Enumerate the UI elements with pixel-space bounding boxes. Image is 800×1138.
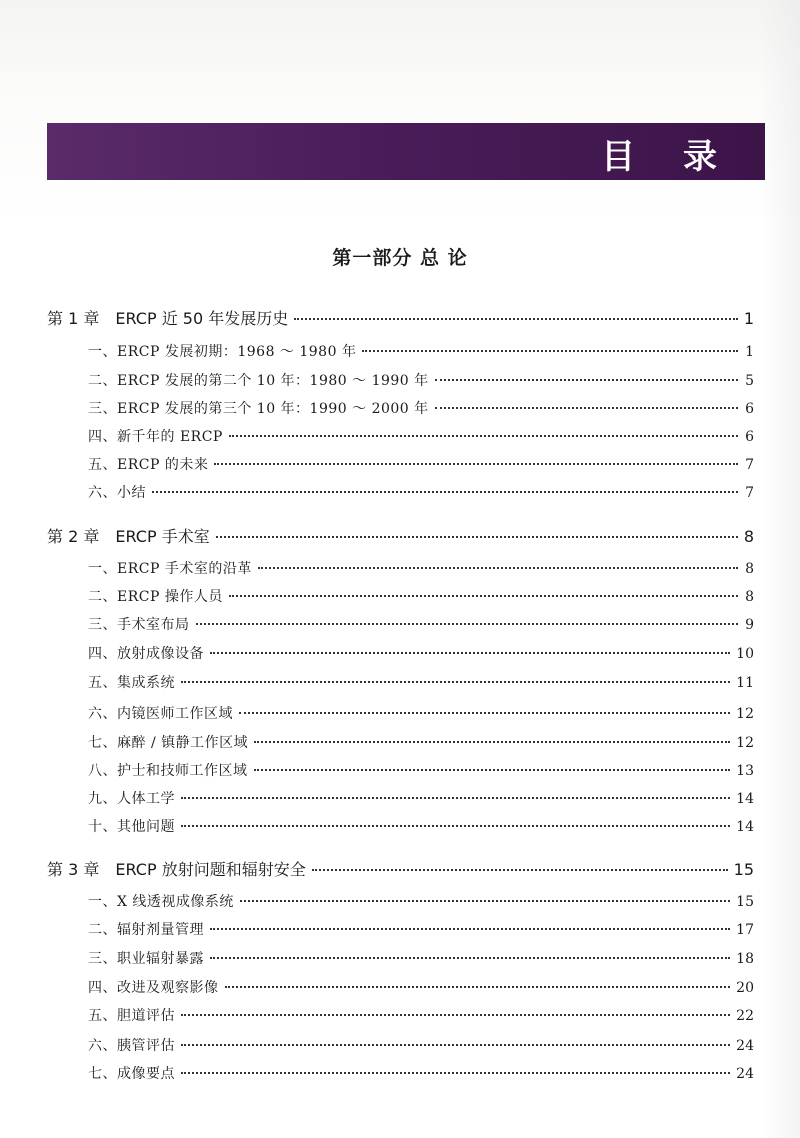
toc-section[interactable] <box>88 341 754 361</box>
section-title: 三、职业辐射暴露 <box>88 951 204 967</box>
page-number: 7 <box>745 457 754 473</box>
section-title: 八、护士和技师工作区域 <box>88 763 248 779</box>
section-title: 四、放射成像设备 <box>88 646 204 662</box>
toc-section[interactable] <box>88 643 754 663</box>
dot-leader <box>214 463 738 465</box>
chapter-title: 第 2 章 ERCP 手术室 <box>47 527 210 546</box>
toc-section[interactable] <box>88 1035 754 1055</box>
page-number: 7 <box>745 485 754 501</box>
page-number: 9 <box>745 617 754 633</box>
page-number: 5 <box>745 373 754 389</box>
dot-leader <box>258 567 738 569</box>
page-number: 15 <box>736 894 754 910</box>
dot-leader <box>181 1044 730 1046</box>
section-title: 十、其他问题 <box>88 819 175 835</box>
page-number: 14 <box>736 791 754 807</box>
section-title: 一、ERCP 发展初期：1968 ～ 1980 年 <box>88 344 357 360</box>
page-number: 15 <box>733 860 754 879</box>
banner-title: 目 录 <box>601 137 735 177</box>
section-title: 七、麻醉 / 镇静工作区域 <box>88 735 249 751</box>
section-title: 三、ERCP 发展的第三个 10 年：1990 ～ 2000 年 <box>88 401 429 417</box>
dot-leader <box>435 379 738 381</box>
toc-chapter-1[interactable] <box>47 306 754 329</box>
page-number: 8 <box>745 589 754 605</box>
toc-section[interactable] <box>88 703 754 723</box>
page-number: 14 <box>736 819 754 835</box>
toc-section[interactable] <box>88 788 754 808</box>
section-title: 五、ERCP 的未来 <box>88 457 209 473</box>
dot-leader <box>239 712 730 714</box>
toc-section[interactable] <box>88 482 754 502</box>
dot-leader <box>210 652 730 654</box>
section-title: 四、改进及观察影像 <box>88 980 219 996</box>
page-number: 13 <box>736 763 754 779</box>
part-title: 第一部分 总 论 <box>332 247 468 269</box>
chapter-title: 第 3 章 ERCP 放射问题和辐射安全 <box>47 860 306 879</box>
dot-leader <box>229 595 738 597</box>
dot-leader <box>294 318 738 320</box>
section-title: 五、胆道评估 <box>88 1008 175 1024</box>
dot-leader <box>362 350 738 352</box>
page-number: 20 <box>736 980 754 996</box>
dot-leader <box>229 435 738 437</box>
toc-section[interactable] <box>88 891 754 911</box>
toc-section[interactable] <box>88 919 754 939</box>
section-title: 二、辐射剂量管理 <box>88 922 204 938</box>
section-title: 四、新千年的 ERCP <box>88 429 223 445</box>
page-number: 10 <box>736 646 754 662</box>
toc-section[interactable] <box>88 558 754 578</box>
dot-leader <box>181 825 730 827</box>
dot-leader <box>254 769 731 771</box>
page-number: 11 <box>736 675 754 691</box>
page-number: 24 <box>736 1066 754 1082</box>
section-title: 六、小结 <box>88 485 146 501</box>
toc-section[interactable] <box>88 614 754 634</box>
section-title: 九、人体工学 <box>88 791 175 807</box>
dot-leader <box>254 741 730 743</box>
page-number: 12 <box>736 706 754 722</box>
page-number: 6 <box>745 401 754 417</box>
dot-leader <box>210 957 730 959</box>
dot-leader <box>181 1072 730 1074</box>
toc-section[interactable] <box>88 948 754 968</box>
toc-section[interactable] <box>88 398 754 418</box>
dot-leader <box>196 623 739 625</box>
dot-leader <box>435 407 738 409</box>
dot-leader <box>312 869 728 871</box>
toc-chapter-3[interactable] <box>47 857 754 880</box>
page-number: 1 <box>743 309 754 328</box>
section-title: 二、ERCP 操作人员 <box>88 589 223 605</box>
dot-leader <box>181 1014 730 1016</box>
section-title: 七、成像要点 <box>88 1066 175 1082</box>
toc-section[interactable] <box>88 672 754 692</box>
dot-leader <box>225 986 731 988</box>
toc-section[interactable] <box>88 1063 754 1083</box>
toc-section[interactable] <box>88 760 754 780</box>
toc-section[interactable] <box>88 977 754 997</box>
page-number: 1 <box>745 344 754 360</box>
page-number: 18 <box>736 951 754 967</box>
section-title: 一、ERCP 手术室的沿革 <box>88 561 252 577</box>
dot-leader <box>181 681 730 683</box>
page-number: 8 <box>745 561 754 577</box>
section-title: 五、集成系统 <box>88 675 175 691</box>
section-title: 三、手术室布局 <box>88 617 190 633</box>
toc-section[interactable] <box>88 816 754 836</box>
toc-section[interactable] <box>88 454 754 474</box>
page-number: 8 <box>743 527 754 546</box>
toc-section[interactable] <box>88 1005 754 1025</box>
section-title: 二、ERCP 发展的第二个 10 年：1980 ～ 1990 年 <box>88 373 429 389</box>
toc-section[interactable] <box>88 732 754 752</box>
page-number: 12 <box>736 735 754 751</box>
toc-section[interactable] <box>88 426 754 446</box>
section-title: 六、胰管评估 <box>88 1038 175 1054</box>
page-number: 17 <box>736 922 754 938</box>
dot-leader <box>152 491 738 493</box>
chapter-title: 第 1 章 ERCP 近 50 年发展历史 <box>47 309 289 328</box>
section-title: 六、内镜医师工作区域 <box>88 706 233 722</box>
page-number: 22 <box>736 1008 754 1024</box>
section-title: 一、X 线透视成像系统 <box>88 894 234 910</box>
page-number: 24 <box>736 1038 754 1054</box>
page-number: 6 <box>745 429 754 445</box>
toc-section[interactable] <box>88 370 754 390</box>
toc-section[interactable] <box>88 586 754 606</box>
dot-leader <box>210 928 730 930</box>
dot-leader <box>216 536 738 538</box>
dot-leader <box>240 900 730 902</box>
toc-chapter-2[interactable] <box>47 524 754 547</box>
dot-leader <box>181 797 730 799</box>
